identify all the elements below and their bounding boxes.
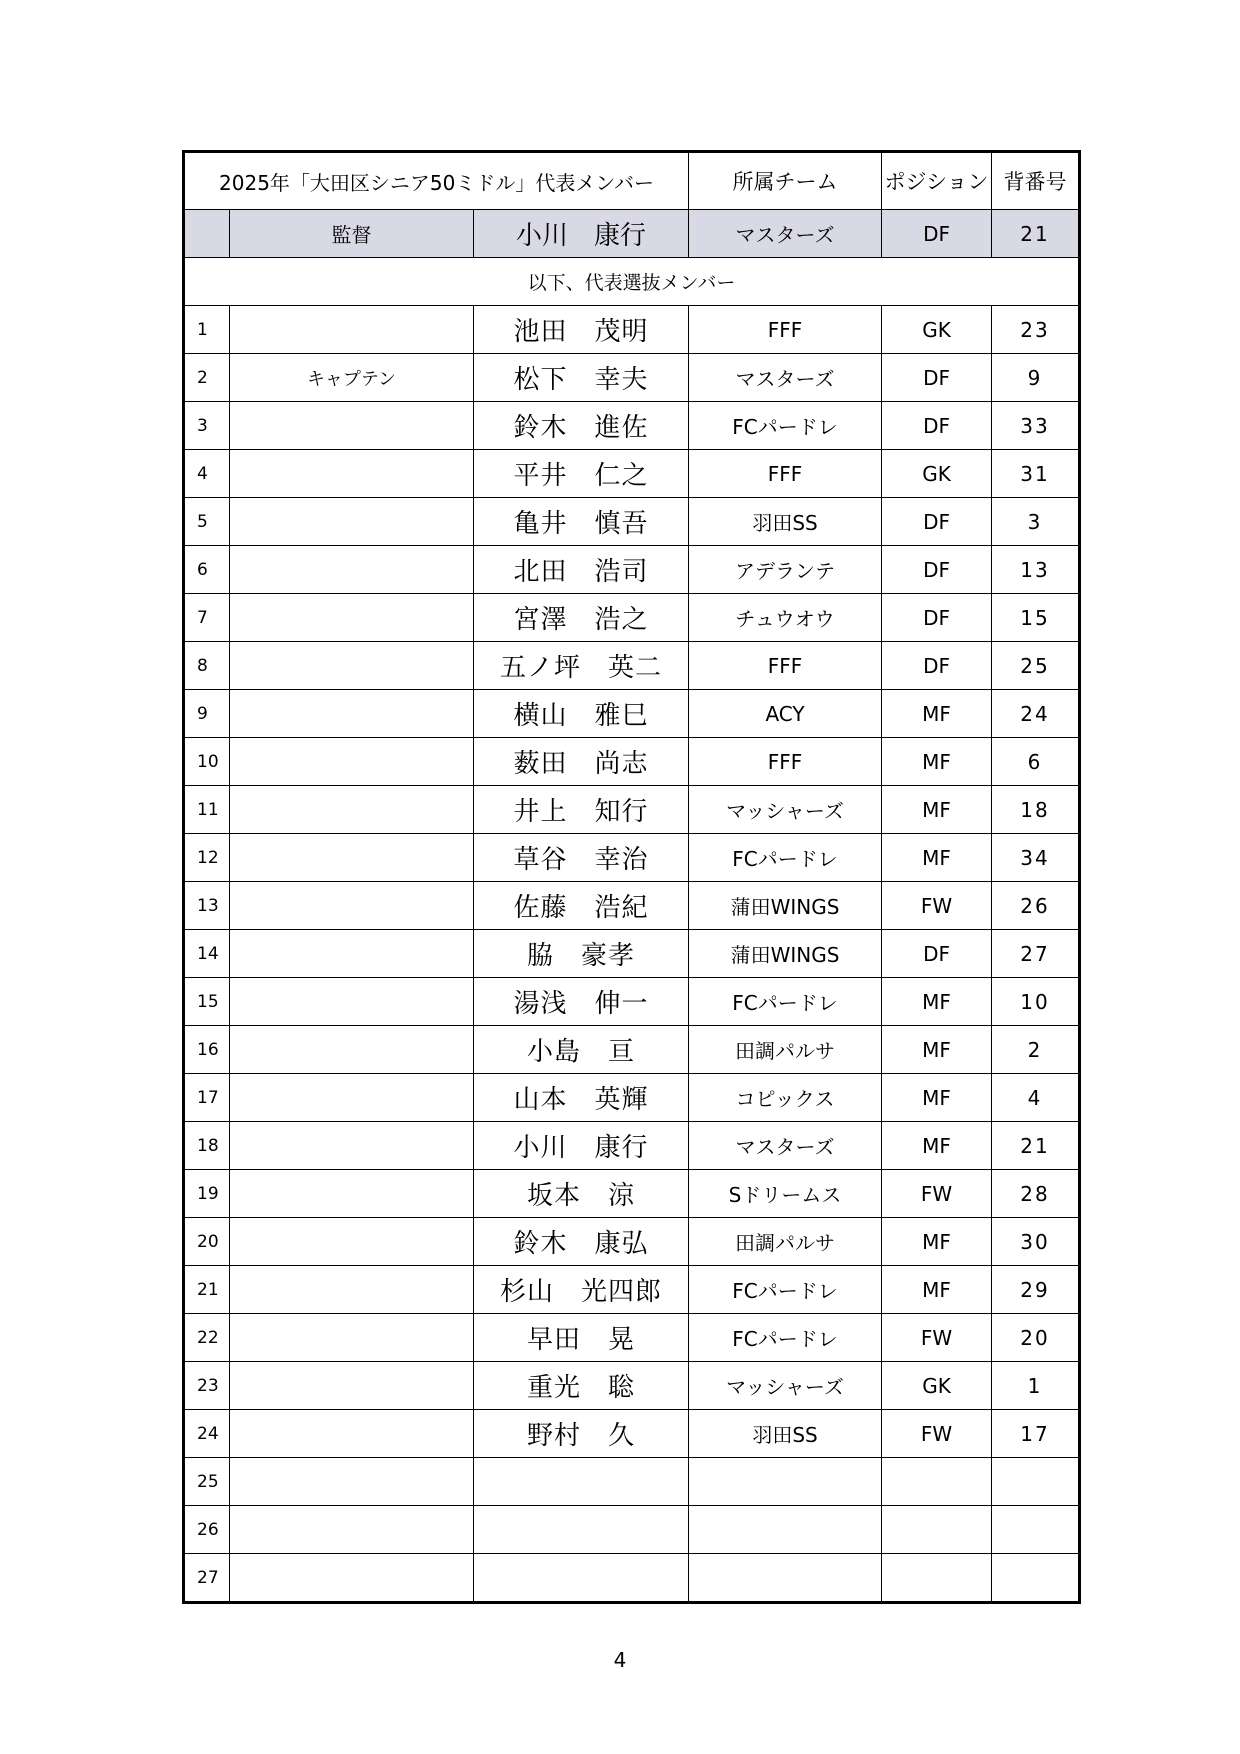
member-name: 草谷 幸治 [474, 834, 689, 882]
member-row [184, 1218, 1080, 1266]
member-row [184, 354, 1080, 402]
member-index: 20 [184, 1218, 230, 1266]
member-row [184, 978, 1080, 1026]
member-index: 22 [184, 1314, 230, 1362]
member-role [230, 1170, 474, 1218]
member-name: 亀井 慎吾 [474, 498, 689, 546]
member-index: 23 [184, 1362, 230, 1410]
member-index: 25 [184, 1458, 230, 1506]
member-number: 31 [992, 450, 1080, 498]
member-number: 4 [992, 1074, 1080, 1122]
member-name: 杉山 光四郎 [474, 1266, 689, 1314]
member-team: マッシャーズ [689, 786, 882, 834]
member-team [689, 1506, 882, 1554]
member-index: 8 [184, 642, 230, 690]
member-number: 15 [992, 594, 1080, 642]
member-team: マッシャーズ [689, 1362, 882, 1410]
member-position: MF [882, 1074, 992, 1122]
member-team: FCパードレ [689, 402, 882, 450]
member-row [184, 1410, 1080, 1458]
member-name: 池田 茂明 [474, 306, 689, 354]
member-role [230, 1506, 474, 1554]
member-number: 25 [992, 642, 1080, 690]
member-row [184, 786, 1080, 834]
member-position: MF [882, 1218, 992, 1266]
member-team: FFF [689, 738, 882, 786]
member-role [230, 546, 474, 594]
member-name [474, 1554, 689, 1603]
number-column-header: 背番号 [992, 152, 1080, 210]
member-position: DF [882, 930, 992, 978]
member-row [184, 1170, 1080, 1218]
member-position [882, 1458, 992, 1506]
member-position: MF [882, 786, 992, 834]
member-team [689, 1458, 882, 1506]
member-team: FFF [689, 642, 882, 690]
member-name: 北田 浩司 [474, 546, 689, 594]
member-row [184, 1074, 1080, 1122]
member-index: 3 [184, 402, 230, 450]
member-role [230, 1026, 474, 1074]
member-position: MF [882, 690, 992, 738]
member-role [230, 402, 474, 450]
member-index: 4 [184, 450, 230, 498]
member-number: 27 [992, 930, 1080, 978]
member-number: 9 [992, 354, 1080, 402]
member-number: 20 [992, 1314, 1080, 1362]
member-row [184, 594, 1080, 642]
member-row [184, 930, 1080, 978]
member-role [230, 1314, 474, 1362]
member-row [184, 834, 1080, 882]
member-team: アデランテ [689, 546, 882, 594]
member-team: マスターズ [689, 1122, 882, 1170]
member-role [230, 1218, 474, 1266]
member-index: 17 [184, 1074, 230, 1122]
member-role [230, 1266, 474, 1314]
member-row [184, 450, 1080, 498]
member-number: 29 [992, 1266, 1080, 1314]
member-role [230, 1122, 474, 1170]
member-number: 13 [992, 546, 1080, 594]
member-position [882, 1554, 992, 1603]
member-team: FFF [689, 306, 882, 354]
member-index: 21 [184, 1266, 230, 1314]
member-team: FCパードレ [689, 978, 882, 1026]
member-number [992, 1506, 1080, 1554]
member-role: キャプテン [230, 354, 474, 402]
member-position: GK [882, 306, 992, 354]
member-name: 山本 英輝 [474, 1074, 689, 1122]
member-name: 坂本 涼 [474, 1170, 689, 1218]
member-position: FW [882, 1410, 992, 1458]
member-index: 19 [184, 1170, 230, 1218]
member-name: 野村 久 [474, 1410, 689, 1458]
member-role [230, 306, 474, 354]
member-position: MF [882, 738, 992, 786]
member-role [230, 978, 474, 1026]
member-role [230, 834, 474, 882]
member-name [474, 1458, 689, 1506]
coach-number: 21 [992, 210, 1080, 258]
member-name: 脇 豪孝 [474, 930, 689, 978]
member-team: FFF [689, 450, 882, 498]
member-number: 24 [992, 690, 1080, 738]
member-role [230, 1410, 474, 1458]
member-row [184, 1026, 1080, 1074]
member-name: 横山 雅巳 [474, 690, 689, 738]
member-index: 27 [184, 1554, 230, 1603]
member-name: 重光 聡 [474, 1362, 689, 1410]
member-position: DF [882, 642, 992, 690]
member-index: 14 [184, 930, 230, 978]
member-index: 11 [184, 786, 230, 834]
member-number: 23 [992, 306, 1080, 354]
member-team: チュウオウ [689, 594, 882, 642]
member-number: 30 [992, 1218, 1080, 1266]
page-number: 4 [613, 1648, 627, 1672]
member-index: 26 [184, 1506, 230, 1554]
member-role [230, 1074, 474, 1122]
member-position: DF [882, 546, 992, 594]
member-index: 6 [184, 546, 230, 594]
member-name: 宮澤 浩之 [474, 594, 689, 642]
member-row [184, 690, 1080, 738]
member-team: 羽田SS [689, 498, 882, 546]
position-column-header: ポジション [882, 152, 992, 210]
member-role [230, 1362, 474, 1410]
member-team: 田調パルサ [689, 1218, 882, 1266]
member-position: MF [882, 1122, 992, 1170]
member-team: 田調パルサ [689, 1026, 882, 1074]
member-team: マスターズ [689, 354, 882, 402]
member-name [474, 1506, 689, 1554]
member-position: GK [882, 450, 992, 498]
member-name: 井上 知行 [474, 786, 689, 834]
member-index: 13 [184, 882, 230, 930]
member-number: 28 [992, 1170, 1080, 1218]
member-position: DF [882, 498, 992, 546]
member-index: 7 [184, 594, 230, 642]
member-role [230, 786, 474, 834]
member-row [184, 498, 1080, 546]
member-team: 羽田SS [689, 1410, 882, 1458]
member-row [184, 738, 1080, 786]
member-number: 26 [992, 882, 1080, 930]
member-team: ACY [689, 690, 882, 738]
subheader-label: 以下、代表選抜メンバー [184, 258, 1080, 306]
member-team [689, 1554, 882, 1603]
member-role [230, 642, 474, 690]
member-name: 鈴木 進佐 [474, 402, 689, 450]
member-row [184, 1266, 1080, 1314]
member-role [230, 738, 474, 786]
member-name: 平井 仁之 [474, 450, 689, 498]
member-position: MF [882, 978, 992, 1026]
member-name: 松下 幸夫 [474, 354, 689, 402]
member-index: 2 [184, 354, 230, 402]
member-role [230, 594, 474, 642]
member-row [184, 402, 1080, 450]
member-name: 小川 康行 [474, 1122, 689, 1170]
member-index: 15 [184, 978, 230, 1026]
member-number: 21 [992, 1122, 1080, 1170]
member-index: 1 [184, 306, 230, 354]
member-team: 蒲田WINGS [689, 930, 882, 978]
member-position: FW [882, 1314, 992, 1362]
member-position: MF [882, 1266, 992, 1314]
member-row [184, 1458, 1080, 1506]
member-number: 34 [992, 834, 1080, 882]
member-name: 湯浅 伸一 [474, 978, 689, 1026]
member-row [184, 1506, 1080, 1554]
member-team: FCパードレ [689, 834, 882, 882]
member-name: 鈴木 康弘 [474, 1218, 689, 1266]
header-row [184, 152, 1080, 210]
member-row [184, 882, 1080, 930]
member-number: 3 [992, 498, 1080, 546]
member-name: 薮田 尚志 [474, 738, 689, 786]
member-number: 10 [992, 978, 1080, 1026]
member-position: FW [882, 1170, 992, 1218]
member-position: MF [882, 834, 992, 882]
member-number: 2 [992, 1026, 1080, 1074]
member-number: 1 [992, 1362, 1080, 1410]
member-team: FCパードレ [689, 1314, 882, 1362]
member-index: 5 [184, 498, 230, 546]
member-index: 24 [184, 1410, 230, 1458]
roster-table [182, 150, 1081, 1604]
member-index: 9 [184, 690, 230, 738]
member-role [230, 882, 474, 930]
member-team: 蒲田WINGS [689, 882, 882, 930]
member-role [230, 450, 474, 498]
member-number [992, 1458, 1080, 1506]
member-index: 12 [184, 834, 230, 882]
member-number [992, 1554, 1080, 1603]
member-index: 16 [184, 1026, 230, 1074]
member-team: FCパードレ [689, 1266, 882, 1314]
member-row [184, 1554, 1080, 1603]
subheader-row [184, 258, 1080, 306]
coach-team: マスターズ [689, 210, 882, 258]
coach-row [184, 210, 1080, 258]
member-index: 10 [184, 738, 230, 786]
member-row [184, 1122, 1080, 1170]
roster-title: 2025年「大田区シニア50ミドル」代表メンバー [184, 152, 689, 210]
member-row [184, 1314, 1080, 1362]
coach-name: 小川 康行 [474, 210, 689, 258]
coach-index-cell [184, 210, 230, 258]
member-position: FW [882, 882, 992, 930]
member-name: 五ノ坪 英二 [474, 642, 689, 690]
team-column-header: 所属チーム [689, 152, 882, 210]
member-row [184, 306, 1080, 354]
member-role [230, 1458, 474, 1506]
member-number: 17 [992, 1410, 1080, 1458]
member-row [184, 642, 1080, 690]
member-index: 18 [184, 1122, 230, 1170]
member-role [230, 1554, 474, 1603]
member-name: 小島 亘 [474, 1026, 689, 1074]
coach-role: 監督 [230, 210, 474, 258]
member-position: DF [882, 354, 992, 402]
member-row [184, 1362, 1080, 1410]
member-row [184, 546, 1080, 594]
member-position: MF [882, 1026, 992, 1074]
member-number: 18 [992, 786, 1080, 834]
member-name: 早田 晃 [474, 1314, 689, 1362]
member-position: GK [882, 1362, 992, 1410]
member-team: Sドリームス [689, 1170, 882, 1218]
member-position: DF [882, 402, 992, 450]
coach-position: DF [882, 210, 992, 258]
member-role [230, 690, 474, 738]
member-role [230, 930, 474, 978]
member-name: 佐藤 浩紀 [474, 882, 689, 930]
member-position: DF [882, 594, 992, 642]
member-role [230, 498, 474, 546]
member-position [882, 1506, 992, 1554]
member-number: 33 [992, 402, 1080, 450]
member-team: コピックス [689, 1074, 882, 1122]
member-number: 6 [992, 738, 1080, 786]
